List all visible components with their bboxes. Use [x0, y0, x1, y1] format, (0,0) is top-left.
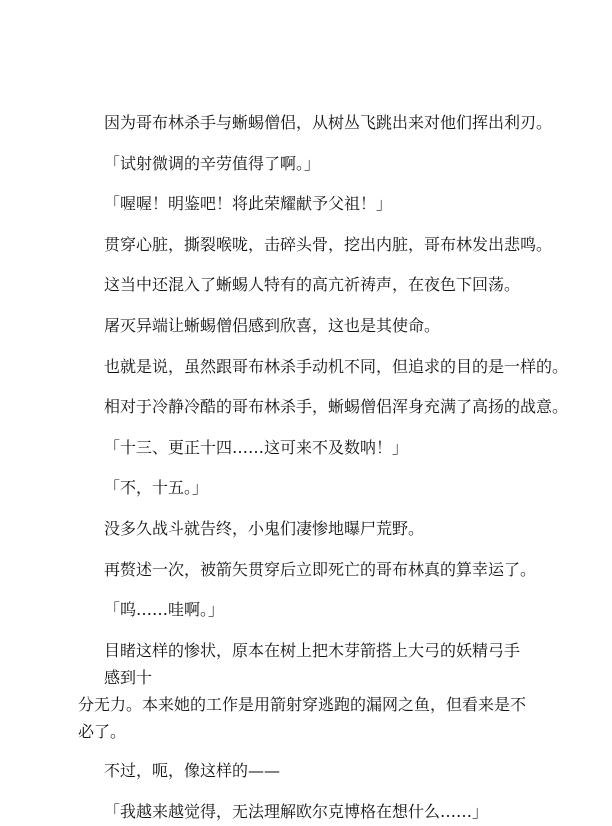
paragraph-line: 目睹这样的惨状，原本在树上把木芽箭搭上大弓的妖精弓手感到十 — [104, 640, 521, 687]
paragraph: 屠灭异端让蜥蜴僧侣感到欣喜，这也是其使命。 — [104, 315, 441, 335]
paragraph: 「不，十五。」 — [104, 478, 209, 498]
paragraph: 「呜……哇啊。」 — [104, 600, 225, 620]
paragraph: 「我越来越觉得，无法理解欧尔克博格在想什么……」 — [104, 801, 489, 821]
paragraph: 没多久战斗就告终，小鬼们凄惨地曝尸荒野。 — [104, 518, 425, 538]
paragraph: 「十三、更正十四……这可来不及数呐！」 — [104, 437, 409, 457]
paragraph-line: 分无力。本来她的工作是用箭射穿逃跑的漏网之鱼，但看来是不必了。 — [78, 694, 527, 741]
paragraph: 相对于冷静冷酷的哥布林杀手，蜥蜴僧侣浑身充满了高扬的战意。 — [104, 397, 569, 417]
paragraph: 这当中还混入了蜥蜴人特有的高亢祈祷声，在夜色下回荡。 — [104, 275, 521, 295]
paragraph: 再赘述一次，被箭矢贯穿后立即死亡的哥布林真的算幸运了。 — [104, 559, 537, 579]
paragraph: 「试射微调的辛劳值得了啊。」 — [104, 153, 321, 173]
paragraph-wrapped — [78, 637, 526, 745]
paragraph: 「喔喔！明鉴吧！将此荣耀献予父祖！」 — [104, 194, 393, 214]
paragraph: 也就是说，虽然跟哥布林杀手动机不同，但追求的目的是一样的。 — [104, 356, 569, 376]
paragraph: 因为哥布林杀手与蜥蜴僧侣，从树丛飞跳出来对他们挥出利刃。 — [104, 113, 553, 132]
paragraph: 不过，呃，像这样的—— — [104, 761, 281, 781]
paragraph: 贯穿心脏，撕裂喉咙，击碎头骨，挖出内脏，哥布林发出悲鸣。 — [104, 234, 553, 254]
